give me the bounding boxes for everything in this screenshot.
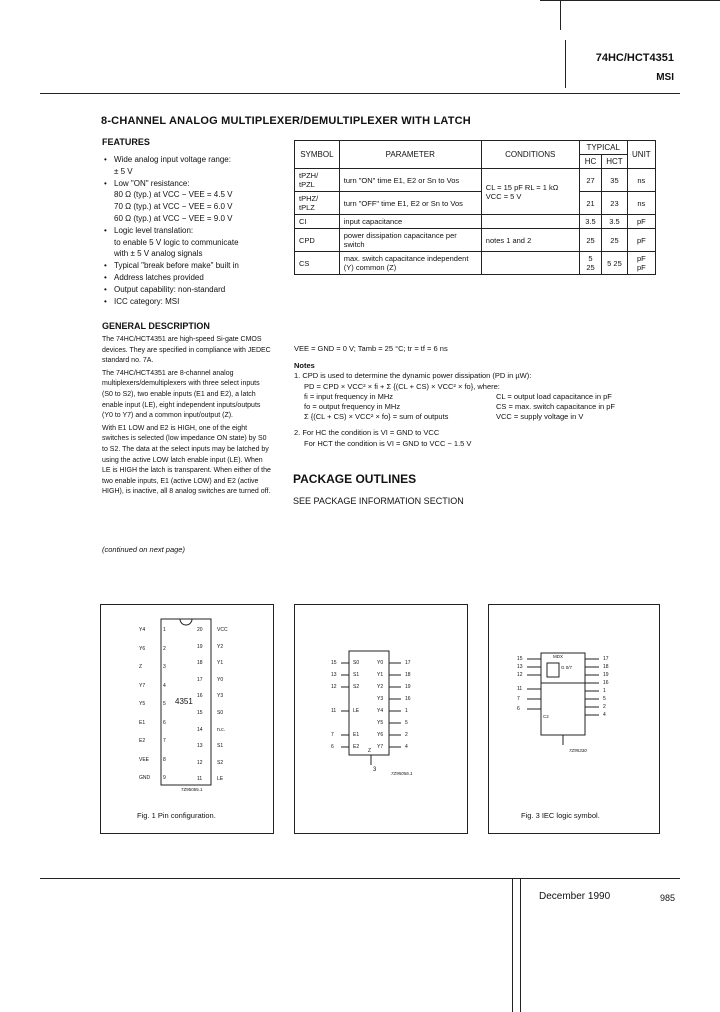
- feature-item: ± 5 V: [114, 166, 133, 176]
- footer-divider-right: [520, 878, 521, 1012]
- general-description-body: [102, 335, 272, 500]
- continued-note: (continued on next page): [102, 545, 185, 554]
- note-right-1: CL = output load capacitance in pF: [496, 392, 612, 401]
- general-description-heading: GENERAL DESCRIPTION: [102, 321, 210, 331]
- pin-number: 4: [603, 712, 606, 718]
- col-hct: HCT: [602, 155, 627, 169]
- pin-number: 20: [197, 627, 203, 633]
- pin-name: S2: [217, 759, 224, 766]
- chip-label: 4351: [175, 697, 193, 706]
- pin-number: 12: [197, 759, 203, 766]
- cell-parameter: max. switch capacitance independent (Y) common (Z): [339, 252, 481, 275]
- cell-hct: 25: [602, 229, 627, 252]
- pin-number: 7: [163, 738, 166, 744]
- cell-parameter: turn "OFF" time E1, E2 or Sn to Vos: [339, 192, 481, 215]
- pin-number: 17: [405, 660, 411, 666]
- category-label: MSI: [656, 72, 674, 83]
- figure-1-box: [100, 604, 274, 834]
- pin-number: 6: [163, 719, 166, 726]
- cell-unit: pF: [627, 229, 655, 252]
- iec-c-label: C2: [543, 714, 549, 719]
- pin-number: 7: [331, 732, 334, 738]
- table-row: [295, 169, 656, 192]
- logic-z-label: Z: [368, 748, 372, 754]
- pin-name: S1: [217, 743, 224, 750]
- notes-heading: Notes: [294, 360, 315, 370]
- cell-conditions: notes 1 and 2: [481, 229, 579, 252]
- logic-z-num: 3: [373, 767, 377, 773]
- conditions-line: VEE = GND = 0 V; Tamb = 25 °C; tr = tf = 6 ns: [294, 344, 448, 353]
- pin-name: E1: [353, 732, 360, 738]
- pin-name: Z: [139, 664, 143, 670]
- fig3-code: 7Z95330: [569, 748, 587, 753]
- pin-number: 18: [603, 664, 609, 670]
- pin-number: 5: [405, 720, 408, 726]
- pin-name: Y6: [377, 732, 384, 738]
- pin-name: E2: [139, 738, 146, 744]
- col-parameter: PARAMETER: [339, 141, 481, 169]
- pin-number: 13: [197, 743, 203, 750]
- cell-symbol: tPHZ/ tPLZ: [295, 192, 340, 215]
- cell-parameter: power dissipation capacitance per switch: [339, 229, 481, 252]
- figure-3-caption: Fig. 3 IEC logic symbol.: [521, 811, 600, 820]
- footer-date: December 1990: [539, 891, 611, 902]
- note-right-3: VCC = supply voltage in V: [496, 412, 584, 421]
- cell-unit: pF: [627, 215, 655, 229]
- cell-hc: 27: [579, 169, 602, 192]
- pin-name: Y2: [377, 684, 384, 690]
- pin-name: S0: [353, 660, 360, 666]
- notes-block: [294, 344, 674, 449]
- pin-name: S0: [217, 710, 224, 716]
- pin-number: 1: [405, 708, 408, 714]
- cell-conditions: [481, 252, 579, 275]
- pin-number: 17: [197, 676, 203, 683]
- col-conditions: CONDITIONS: [481, 141, 579, 169]
- logic-symbol-diagram: [295, 605, 467, 833]
- pin-number: 5: [603, 696, 606, 702]
- pin-name: LE: [353, 708, 360, 714]
- feature-item: • Logic level translation:: [104, 225, 290, 237]
- feature-item: • Wide analog input voltage range:: [104, 154, 290, 166]
- footer-rule-right: [520, 878, 680, 879]
- pin-number: 6: [517, 706, 520, 712]
- top-edge-rule: [540, 0, 720, 1]
- pin-name: E1: [139, 719, 146, 726]
- col-typical: TYPICAL: [579, 141, 627, 155]
- fig2-code: 7Z95056.1: [391, 771, 413, 776]
- figure-1-caption: Fig. 1 Pin configuration.: [137, 811, 216, 820]
- pin-name: S1: [353, 672, 360, 678]
- note-line-2: PD = CPD × VCC² × fi + Σ {(CL + CS) × VCC² × fo}, where:: [304, 381, 500, 391]
- cell-parameter: input capacitance: [339, 215, 481, 229]
- pin-number: 11: [517, 686, 523, 692]
- pin-number: 15: [517, 656, 523, 662]
- pin-name: VEE: [139, 756, 150, 763]
- note-defs: [294, 392, 674, 424]
- note-line-3: fi = input frequency in MHz: [304, 392, 394, 401]
- fig1-code: 7Z95055.1: [181, 787, 203, 792]
- pin-name: Y0: [217, 676, 224, 683]
- cell-symbol: tPZH/ tPZL: [295, 169, 340, 192]
- pin-name: Y4: [377, 708, 384, 714]
- cell-hc: 21: [579, 192, 602, 215]
- table-row: [295, 229, 656, 252]
- pin-name: GND: [139, 775, 151, 781]
- note-right-2: CS = max. switch capacitance in pF: [496, 402, 616, 411]
- iec-mux-label: MDX: [553, 654, 563, 659]
- header-rule: [40, 93, 680, 94]
- gd-paragraph-3: With E1 LOW and E2 is HIGH, one of the eight switches is selected (low impedance ON state) by S0 to S2. The data at the select inputs may be latched by using the active LOW latch enable input (LE). When LE is HIGH the latch is transparent. When either of the two enable inputs, E1 (active LOW) and E2 (active HIGH), is inactive, all 8 analog switches are turned off.: [102, 424, 271, 496]
- table-row: [295, 252, 656, 275]
- pin-number: 13: [331, 672, 337, 678]
- note-line-5: Σ {(CL + CS) × VCC² × fo} = sum of outputs: [304, 412, 449, 421]
- cell-hc: 3.5: [579, 215, 602, 229]
- feature-item: • Address latches provided: [104, 272, 290, 284]
- pin-number: 18: [197, 660, 203, 667]
- package-heading: PACKAGE OUTLINES: [293, 472, 417, 486]
- pin-number: 12: [331, 684, 337, 690]
- pin-number: 19: [405, 684, 411, 690]
- feature-item: to enable 5 V logic to communicate: [114, 237, 239, 247]
- pin-name: E2: [353, 744, 360, 750]
- col-symbol: SYMBOL: [295, 141, 340, 169]
- pin-number: 6: [331, 744, 334, 750]
- gd-paragraph-2: The 74HC/HCT4351 are 8-channel analog multiplexers/demultiplexers with three select inputs (S0 to S2), two enable inputs (E1 and E2), a latch enable input (LE), eight independent inputs/outputs (Y0 to Y7) and a common input/output (Z).: [102, 369, 261, 420]
- pin-name: LE: [217, 776, 224, 783]
- pin-number: 11: [331, 708, 337, 714]
- table-row: [295, 192, 656, 215]
- feature-item: 80 Ω (typ.) at VCC − VEE = 4.5 V: [114, 190, 233, 200]
- header-divider: [565, 40, 566, 88]
- feature-item: • Typical "break before make" built in: [104, 260, 290, 272]
- pin-number: 4: [163, 682, 166, 689]
- iec-g-label: G 0/7: [561, 665, 573, 670]
- pin-number: 19: [603, 672, 609, 678]
- pin-number: 1: [603, 688, 606, 694]
- feature-item: with ± 5 V analog signals: [114, 249, 203, 259]
- note-line-1: 1. CPD is used to determine the dynamic power dissipation (PD in µW):: [294, 371, 532, 380]
- cell-symbol: CPD: [295, 229, 340, 252]
- pin-number: 5: [163, 701, 166, 707]
- cell-hct: 5 25: [602, 252, 627, 275]
- pin-name: Y0: [377, 660, 384, 666]
- features-heading: FEATURES: [102, 137, 150, 147]
- pin-name: Y4: [139, 627, 146, 633]
- feature-item: • Output capability: non-standard: [104, 284, 290, 296]
- pin-number: 18: [405, 672, 411, 678]
- cell-hct: 35: [602, 169, 627, 192]
- page-number: 985: [660, 893, 676, 903]
- pin-number: 2: [603, 704, 606, 710]
- feature-item: • ICC category: MSI: [104, 296, 290, 308]
- col-hc: HC: [579, 155, 602, 169]
- cell-unit: ns: [627, 192, 655, 215]
- pin-name: VCC: [217, 627, 228, 633]
- feature-item: • Low "ON" resistance:: [104, 178, 290, 190]
- figure-2-box: [294, 604, 468, 834]
- pin-name: Y7: [377, 744, 384, 750]
- features-list: [104, 154, 290, 307]
- pin-number: 9: [163, 775, 166, 781]
- note-line-7: For HCT the condition is VI = GND to VCC − 1.5 V: [304, 438, 472, 448]
- pin-name: Y2: [217, 643, 224, 650]
- pin-name: Y1: [217, 660, 224, 667]
- note-line-4: fo = output frequency in MHz: [304, 402, 401, 411]
- pin-number: 4: [405, 744, 408, 750]
- gd-paragraph-1: The 74HC/HCT4351 are high-speed Si-gate CMOS devices. They are specified in compliance with JEDEC standard no. 7A.: [102, 336, 271, 365]
- document-title: 8-CHANNEL ANALOG MULTIPLEXER/DEMULTIPLEXER WITH LATCH: [101, 115, 471, 127]
- note-line-6: 2. For HC the condition is VI = GND to VCC: [294, 428, 440, 437]
- col-unit: UNIT: [627, 141, 655, 169]
- cell-symbol: CI: [295, 215, 340, 229]
- pin-number: 16: [197, 693, 203, 700]
- pin-number: 7: [517, 696, 520, 702]
- pin-number: 3: [163, 664, 166, 670]
- table-header-row: [295, 141, 656, 155]
- pin-number: 19: [197, 643, 203, 650]
- pin-number: 14: [197, 726, 203, 733]
- feature-item: 70 Ω (typ.) at VCC − VEE = 6.0 V: [114, 202, 233, 212]
- feature-item: 60 Ω (typ.) at VCC − VEE = 9.0 V: [114, 213, 233, 223]
- spec-table: [294, 140, 656, 275]
- footer-divider-left: [512, 878, 513, 1012]
- header-rule-top: [560, 0, 561, 30]
- pin-number: 12: [517, 672, 523, 678]
- pin-number: 2: [163, 645, 166, 652]
- cell-hc: 25: [579, 229, 602, 252]
- pin-name: Y3: [217, 693, 224, 700]
- figure-3-box: [488, 604, 660, 834]
- cell-conditions: CL = 15 pF RL = 1 kΩ VCC = 5 V: [481, 169, 579, 215]
- pin-number: 16: [603, 680, 609, 686]
- part-number: 74HC/HCT4351: [595, 52, 674, 64]
- pin-number: 1: [163, 627, 166, 633]
- pin-number: 16: [405, 696, 411, 702]
- pin-number: 15: [331, 660, 337, 666]
- package-text: SEE PACKAGE INFORMATION SECTION: [293, 496, 464, 506]
- pin-number: 11: [197, 776, 203, 783]
- cell-symbol: CS: [295, 252, 340, 275]
- pin-name: Y7: [139, 682, 146, 689]
- pin-number: 2: [405, 732, 408, 738]
- table-row: [295, 215, 656, 229]
- cell-hct: 3.5: [602, 215, 627, 229]
- pin-number: 17: [603, 656, 609, 662]
- pin-name: S2: [353, 684, 360, 690]
- pin-name: Y3: [377, 696, 384, 702]
- pin-configuration-diagram: [101, 605, 273, 833]
- iec-logic-diagram: [489, 605, 659, 833]
- cell-conditions: [481, 215, 579, 229]
- pin-name: Y6: [139, 645, 146, 652]
- cell-parameter: turn "ON" time E1, E2 or Sn to Vos: [339, 169, 481, 192]
- pin-number: 15: [197, 710, 203, 716]
- cell-unit: pF pF: [627, 252, 655, 275]
- cell-hc: 5 25: [579, 252, 602, 275]
- pin-number: 8: [163, 756, 166, 763]
- cell-unit: ns: [627, 169, 655, 192]
- pin-name: Y5: [139, 701, 146, 707]
- pin-number: 13: [517, 664, 523, 670]
- pin-name: Y1: [377, 672, 384, 678]
- pin-name: n.c.: [217, 726, 226, 733]
- cell-hct: 23: [602, 192, 627, 215]
- footer-rule-left: [40, 878, 520, 879]
- pin-name: Y5: [377, 720, 384, 726]
